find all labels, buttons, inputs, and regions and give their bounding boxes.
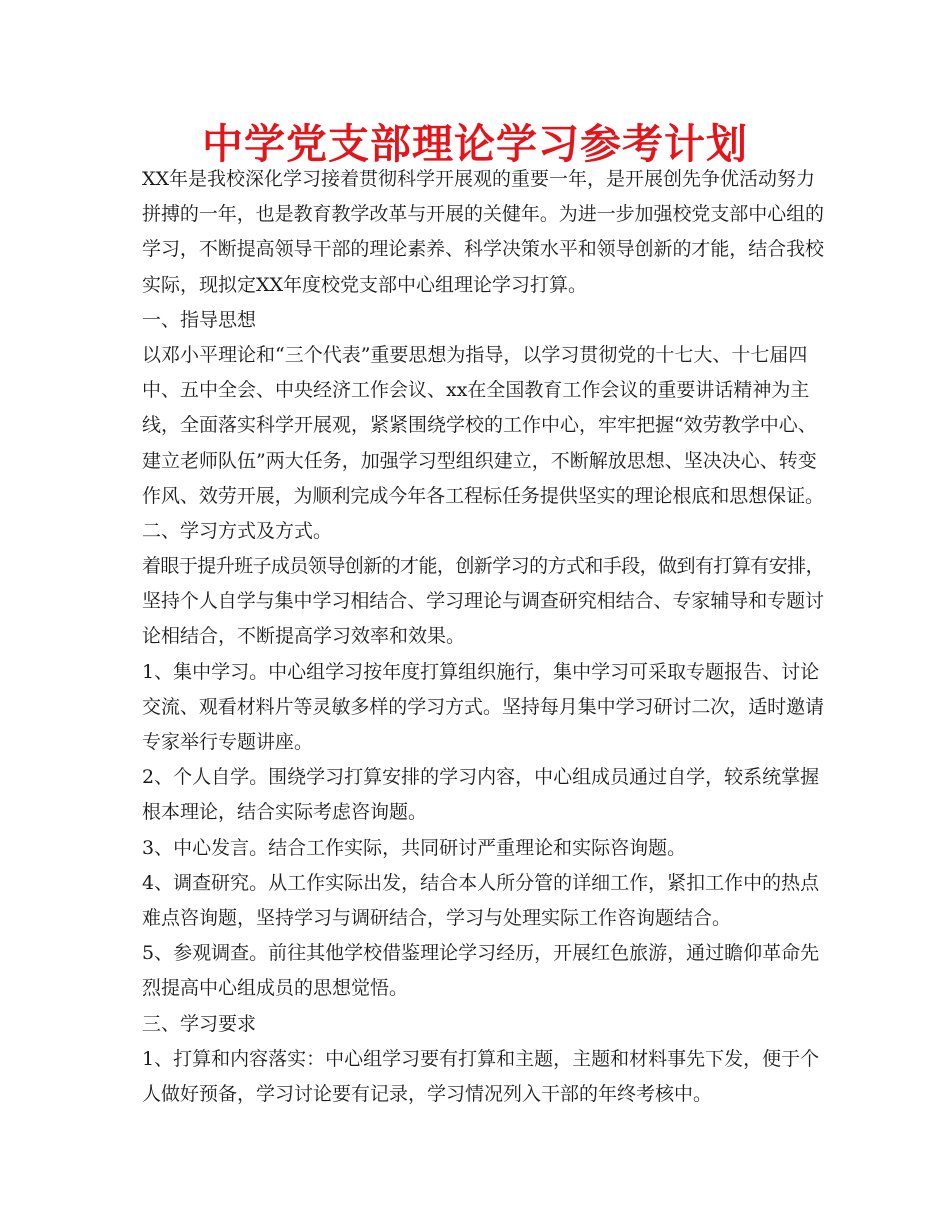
text-line: 拼搏的一年，也是教育教学改革与开展的关健年。为进一步加强校党支部中心组的 [142, 203, 825, 226]
text-line: 中、五中全会、中央经济工作会议、xx在全国教育工作会议的重要讲话精神为主 [142, 379, 810, 402]
text-line: 1、打算和内容落实：中心组学习要有打算和主题，主题和材料事先下发，便于个 [142, 1047, 820, 1070]
text-line: 以邓小平理论和“三个代表”重要思想为指导，以学习贯彻党的十七大、十七届四 [142, 343, 808, 366]
text-line: XX年是我校深化学习接着贯彻科学开展观的重要一年，是开展创先争优活动努力 [142, 168, 816, 190]
text-line: 实际，现拟定XX年度校党支部中心组理论学习打算。 [142, 273, 588, 296]
text-line: 二、学习方式及方式。 [142, 519, 333, 542]
text-line: 5、参观调查。前往其他学校借鉴理论学习经历，开展红色旅游，通过瞻仰革命先 [142, 942, 820, 965]
text-line: 4、调查研究。从工作实际出发，结合本人所分管的详细工作，紧扣工作中的热点 [142, 871, 820, 894]
text-line: 作风、效劳开展，为顺利完成今年各工程标任务提供坚实的理论根底和思想保证。 [142, 484, 825, 507]
text-line: 根本理论，结合实际考虑咨询题。 [142, 801, 428, 824]
document-title: 中学党支部理论学习参考计划 [202, 120, 748, 168]
text-line: 学习，不断提高领导干部的理论素养、科学决策水平和领导创新的才能，结合我校 [142, 238, 825, 261]
text-line: 3、中心发言。结合工作实际，共同研讨严重理论和实际咨询题。 [142, 836, 687, 859]
text-line: 一、指导思想 [142, 308, 257, 331]
text-line: 坚持个人自学与集中学习相结合、学习理论与调查研究相结合、专家辅导和专题讨 [142, 590, 825, 613]
text-line: 着眼于提升班子成员领导创新的才能，创新学习的方式和手段，做到有打算有安排， [142, 555, 825, 578]
text-line: 专家举行专题讲座。 [142, 731, 314, 753]
text-line: 论相结合，不断提高学习效率和效果。 [142, 625, 466, 648]
text-line: 建立老师队伍”两大任务，加强学习型组织建立，不断解放思想、坚决决心、转变 [142, 449, 817, 472]
text-line: 人做好预备，学习讨论要有记录，学习情况列入干部的年终考核中。 [142, 1082, 713, 1105]
document-body [142, 162, 825, 1112]
text-line: 交流、观看材料片等灵敏多样的学习方式。坚持每月集中学习研讨二次，适时邀请 [142, 695, 825, 718]
text-line: 三、学习要求 [142, 1012, 257, 1035]
text-line: 烈提高中心组成员的思想觉悟。 [142, 977, 409, 1000]
text-line: 难点咨询题，坚持学习与调研结合，学习与处理实际工作咨询题结合。 [142, 906, 732, 929]
text-line: 线，全面落实科学开展观，紧紧围绕学校的工作中心，牢牢把握“效劳教学中心、 [142, 414, 817, 437]
text-line: 2、个人自学。围绕学习打算安排的学习内容，中心组成员通过自学，较系统掌握 [142, 766, 820, 789]
text-line: 1、集中学习。中心组学习按年度打算组织施行，集中学习可采取专题报告、讨论 [142, 660, 820, 683]
